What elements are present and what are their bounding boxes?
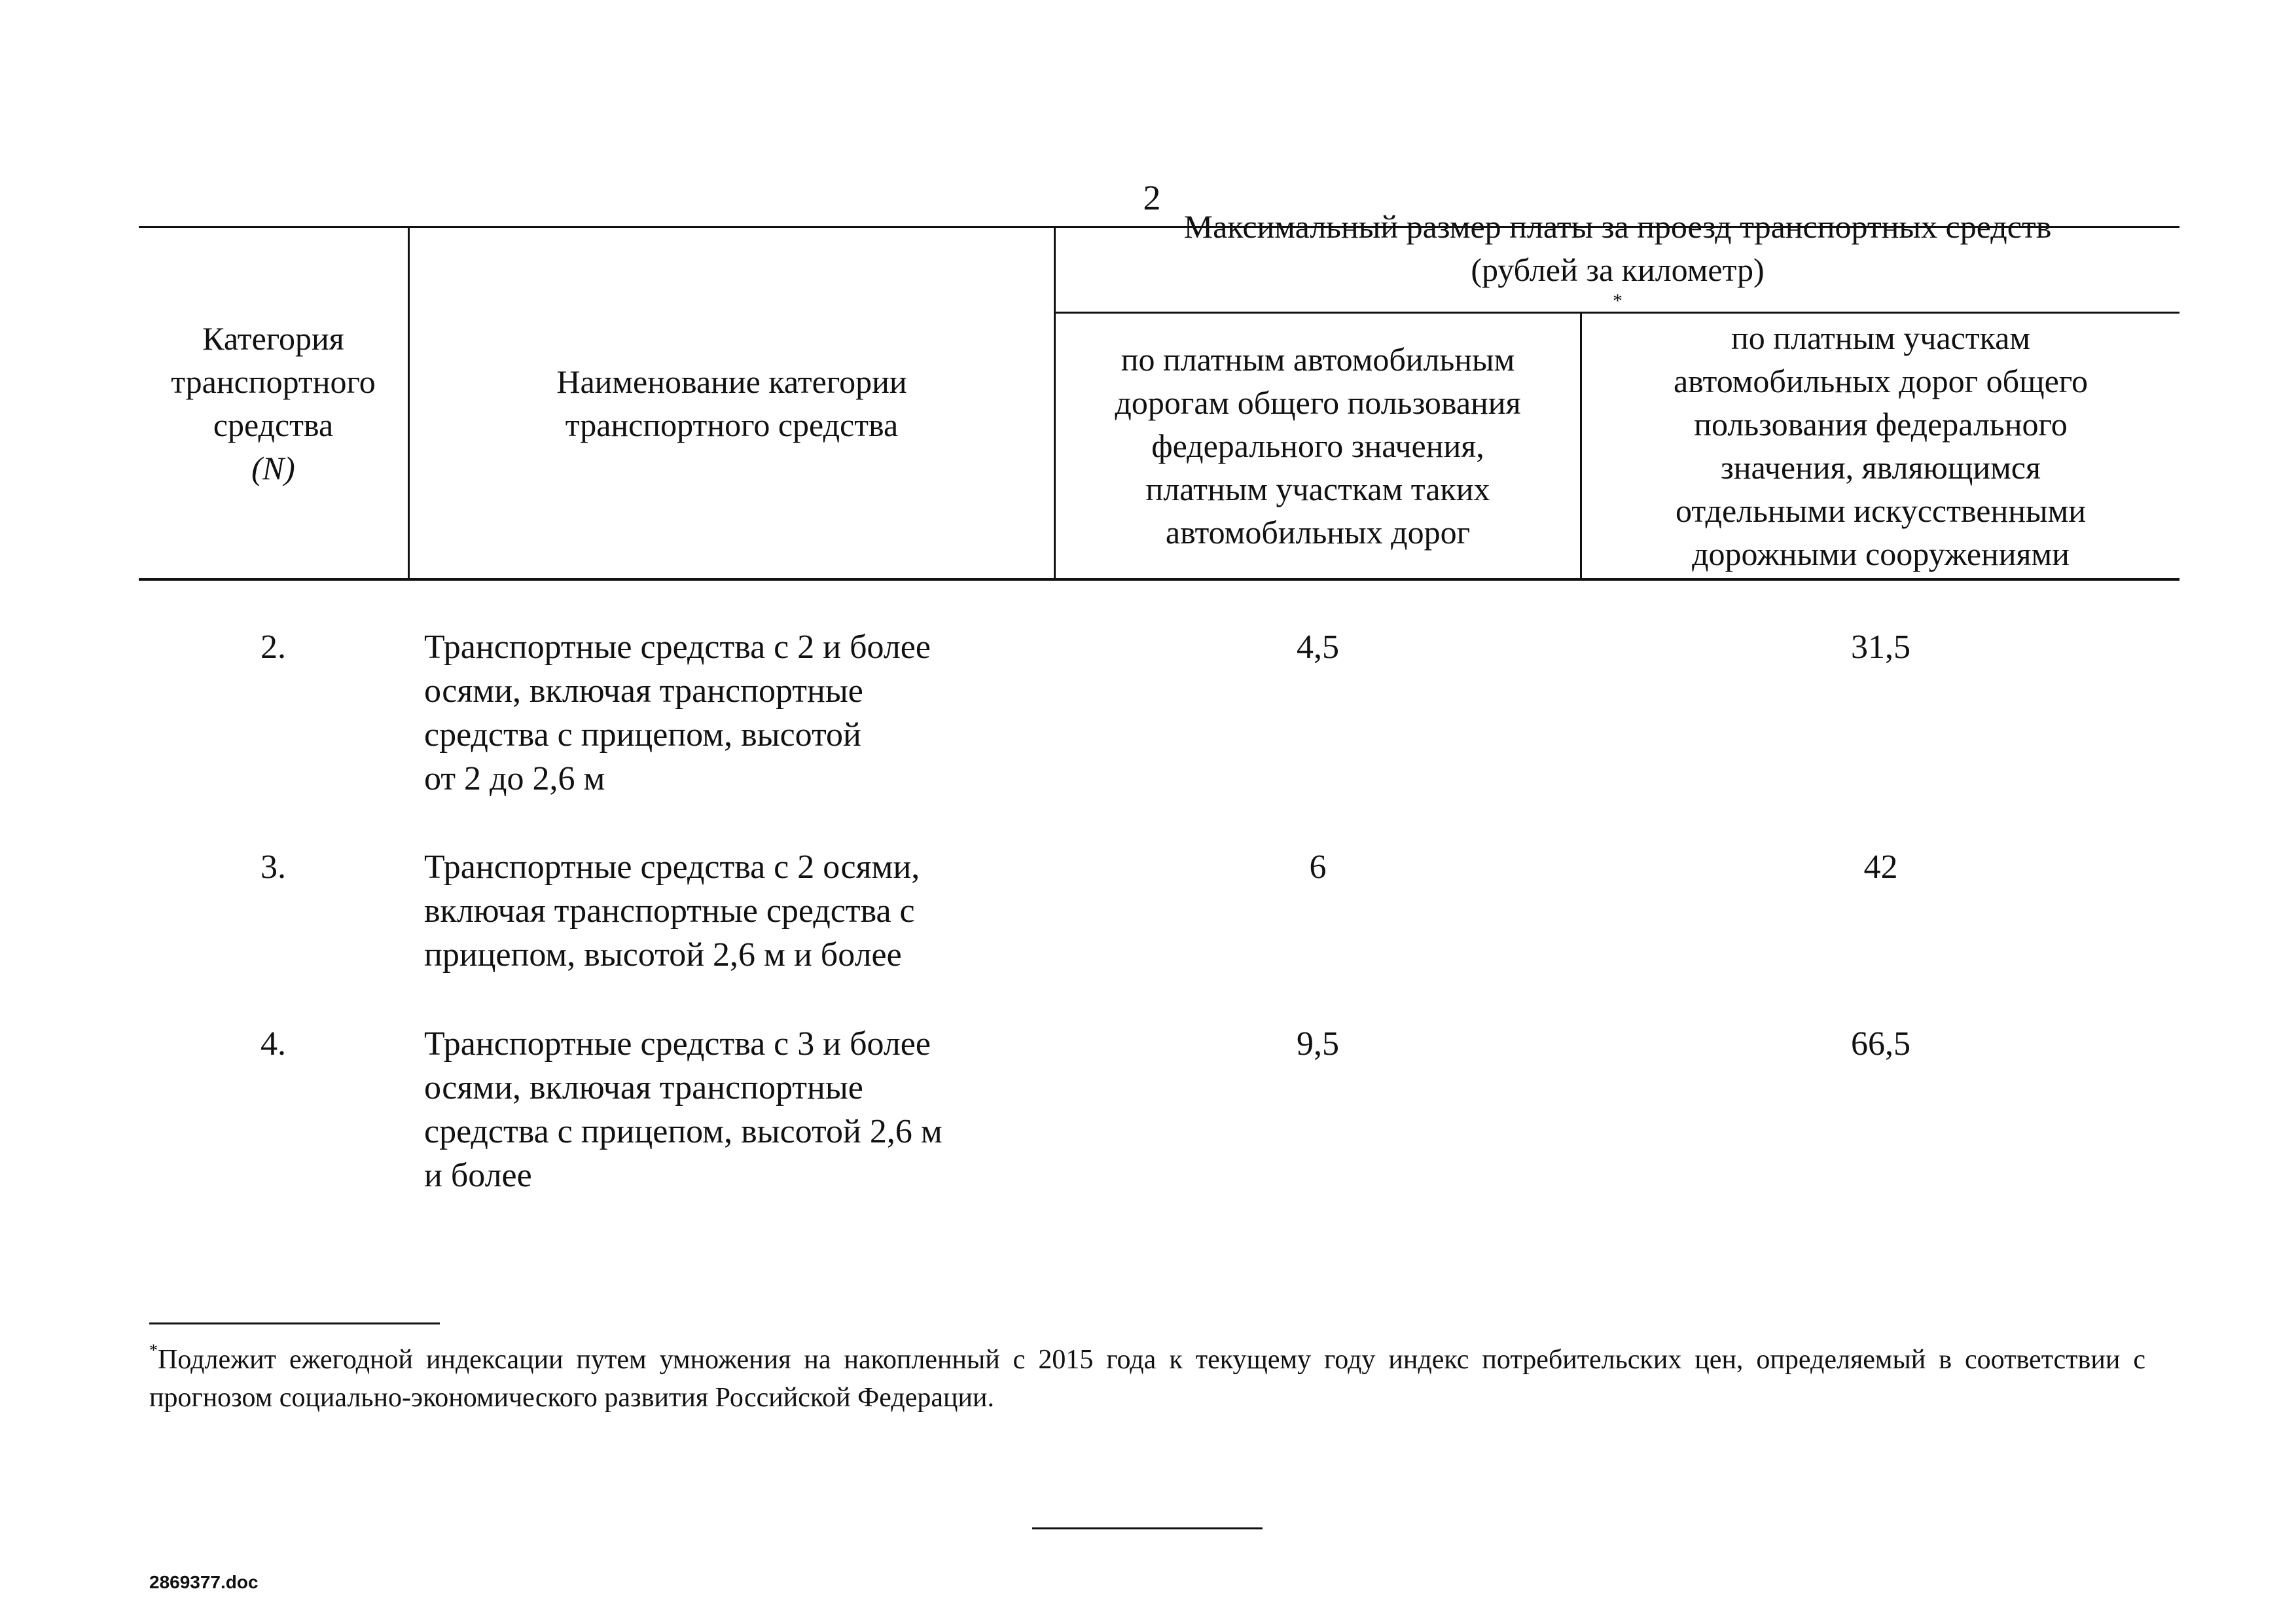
header-fee-structures: по платным участкам автомобильных дорог общего пользования федерального значения, являющимся отдельными искусственными дорожными сооружениями	[1673, 319, 2089, 572]
row-number: 3.	[260, 848, 286, 886]
header-max-fee: Максимальный размер платы за проезд транспортных средств (рублей за километр) *	[1056, 228, 2179, 312]
footnote-separator	[149, 1322, 440, 1324]
footnote-text: Подлежит ежегодной индексации путем умножения на накопленный с 2015 года к текущему году индекс потребительских цен, определяемый в соответствии с прогнозом социально-экономического развития Российской Федерации.	[149, 1345, 2145, 1413]
row-fee-structures: 66,5	[1851, 1025, 1910, 1063]
row-number: 2.	[260, 629, 286, 666]
row-category-name: Транспортные средства с 2 и более осями, включая транспортные средства с прицепом, высотой от 2 до 2,6 м	[424, 629, 931, 797]
row-category-name: Транспортные средства с 3 и более осями, включая транспортные средства с прицепом, высотой 2,6 м и более	[424, 1025, 942, 1194]
header-category-name: Наименование категории транспортного средства	[556, 363, 907, 443]
document-id: 2869377.doc	[149, 1572, 259, 1592]
end-of-document-rule	[1032, 1527, 1263, 1529]
row-fee-roads: 6	[1309, 848, 1327, 886]
footnote	[149, 1341, 2145, 1417]
header-fee-roads: по платным автомобильным дорогам общего пользования федерального значения, платным участкам таких автомобильных дорог	[1115, 341, 1521, 551]
table-header-bottom-rule	[139, 578, 2179, 581]
header-category: Категория транспортного средства (N)	[171, 319, 376, 486]
row-fee-structures: 42	[1863, 848, 1898, 886]
footnote-marker: *	[1613, 290, 1623, 312]
footnote-marker: *	[149, 1341, 158, 1360]
row-fee-roads: 4,5	[1297, 629, 1339, 666]
row-fee-roads: 9,5	[1297, 1025, 1339, 1063]
row-fee-structures: 31,5	[1851, 629, 1910, 666]
row-number: 4.	[260, 1025, 286, 1063]
row-category-name: Транспортные средства с 2 осями, включая транспортные средства с прицепом, высотой 2,6 м и более	[424, 848, 920, 974]
page-number: 2	[1143, 178, 1161, 217]
